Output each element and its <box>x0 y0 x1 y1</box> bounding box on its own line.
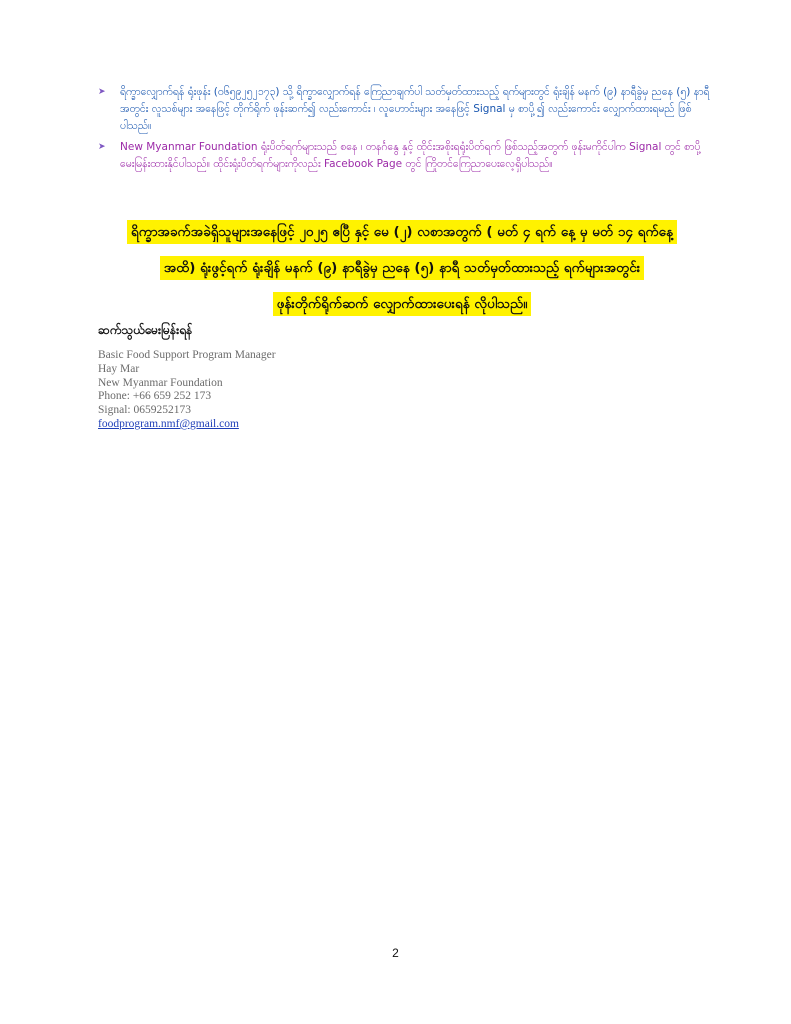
bullet-item-office-closed-days <box>98 139 710 173</box>
contact-phone: Phone: +66 659 252 173 <box>98 390 212 403</box>
contact-email-link[interactable]: foodprogram.nmf@gmail.com <box>98 417 239 430</box>
highlight-line: အထိ) ရုံးဖွင့်ရက် ရုံးချိန် မနက် (၉) နာရီခွဲမှ ညနေ (၅) နာရီ သတ်မှတ်ထားသည့် ရက်များအတွင်း <box>160 256 644 280</box>
highlight-line: ဖုန်းတိုက်ရိုက်ဆက် လျှောက်ထားပေးရန် လိုပါသည်။ <box>273 292 532 316</box>
contact-title: Basic Food Support Program Manager <box>98 349 276 361</box>
bullet-item-application-phone <box>98 84 710 135</box>
contact-organization: New Myanmar Foundation <box>98 376 223 389</box>
bullet-text: New Myanmar Foundation ရုံးပိတ်ရက်များသည် စနေ ၊ တနင်္ဂနွေ နှင့် ထိုင်းအစိုးရရုံးပိတ်ရက် ဖြစ်သည့်အတွက် ဖုန်းမကိုင်ပါက Signal တွင် စာပို့မေးမြန်းထားနိုင်ပါသည်။ ထိုင်းရုံးပိတ်ရက်များကိုလည်း Facebook Page တွင် ကြိုတင်ကြေညာပေးလေ့ရှိပါသည်။ <box>120 141 701 170</box>
highlighted-announcement <box>92 214 712 322</box>
page-number: 2 <box>392 946 399 960</box>
bullet-list <box>98 84 710 177</box>
contact-signal: Signal: 0659252173 <box>98 404 191 417</box>
highlight-line: ရိက္ခာအခက်အခဲရှိသူများအနေဖြင့် ၂၀၂၅ ဧပြီ နှင့် မေ (၂) လစာအတွက် ( မတ် ၄ ရက် နေ့ မှ မတ် ၁၄ ရက်နေ့ <box>127 220 677 244</box>
contact-heading: ဆက်သွယ်မေးမြန်းရန် <box>98 323 193 337</box>
contact-name: Hay Mar <box>98 362 140 375</box>
arrow-bullet-icon: ➤ <box>98 142 106 152</box>
bullet-text: ရိက္ခာလျှောက်ရန် ရုံးဖုန်း (၀၆၅၉၂၅၂၁၇၃) သို့ ရိက္ခာလျှောက်ရန် ကြေညာချက်ပါ သတ်မှတ်ထားသည့် ရက်များတွင် ရုံးချိန် မနက် (၉) နာရီခွဲမှ ညနေ (၅) နာရီအတွင်း လူသစ်များ အနေဖြင့် တိုက်ရိုက် ဖုန်းဆက်၍ လည်းကောင်း ၊ လူဟောင်းများ အနေဖြင့် Signal မှ စာပို့၍ လည်းကောင်း လျှောက်ထားရမည် ဖြစ်ပါသည်။ <box>120 86 710 132</box>
arrow-bullet-icon: ➤ <box>98 87 106 97</box>
contact-block <box>98 349 276 432</box>
